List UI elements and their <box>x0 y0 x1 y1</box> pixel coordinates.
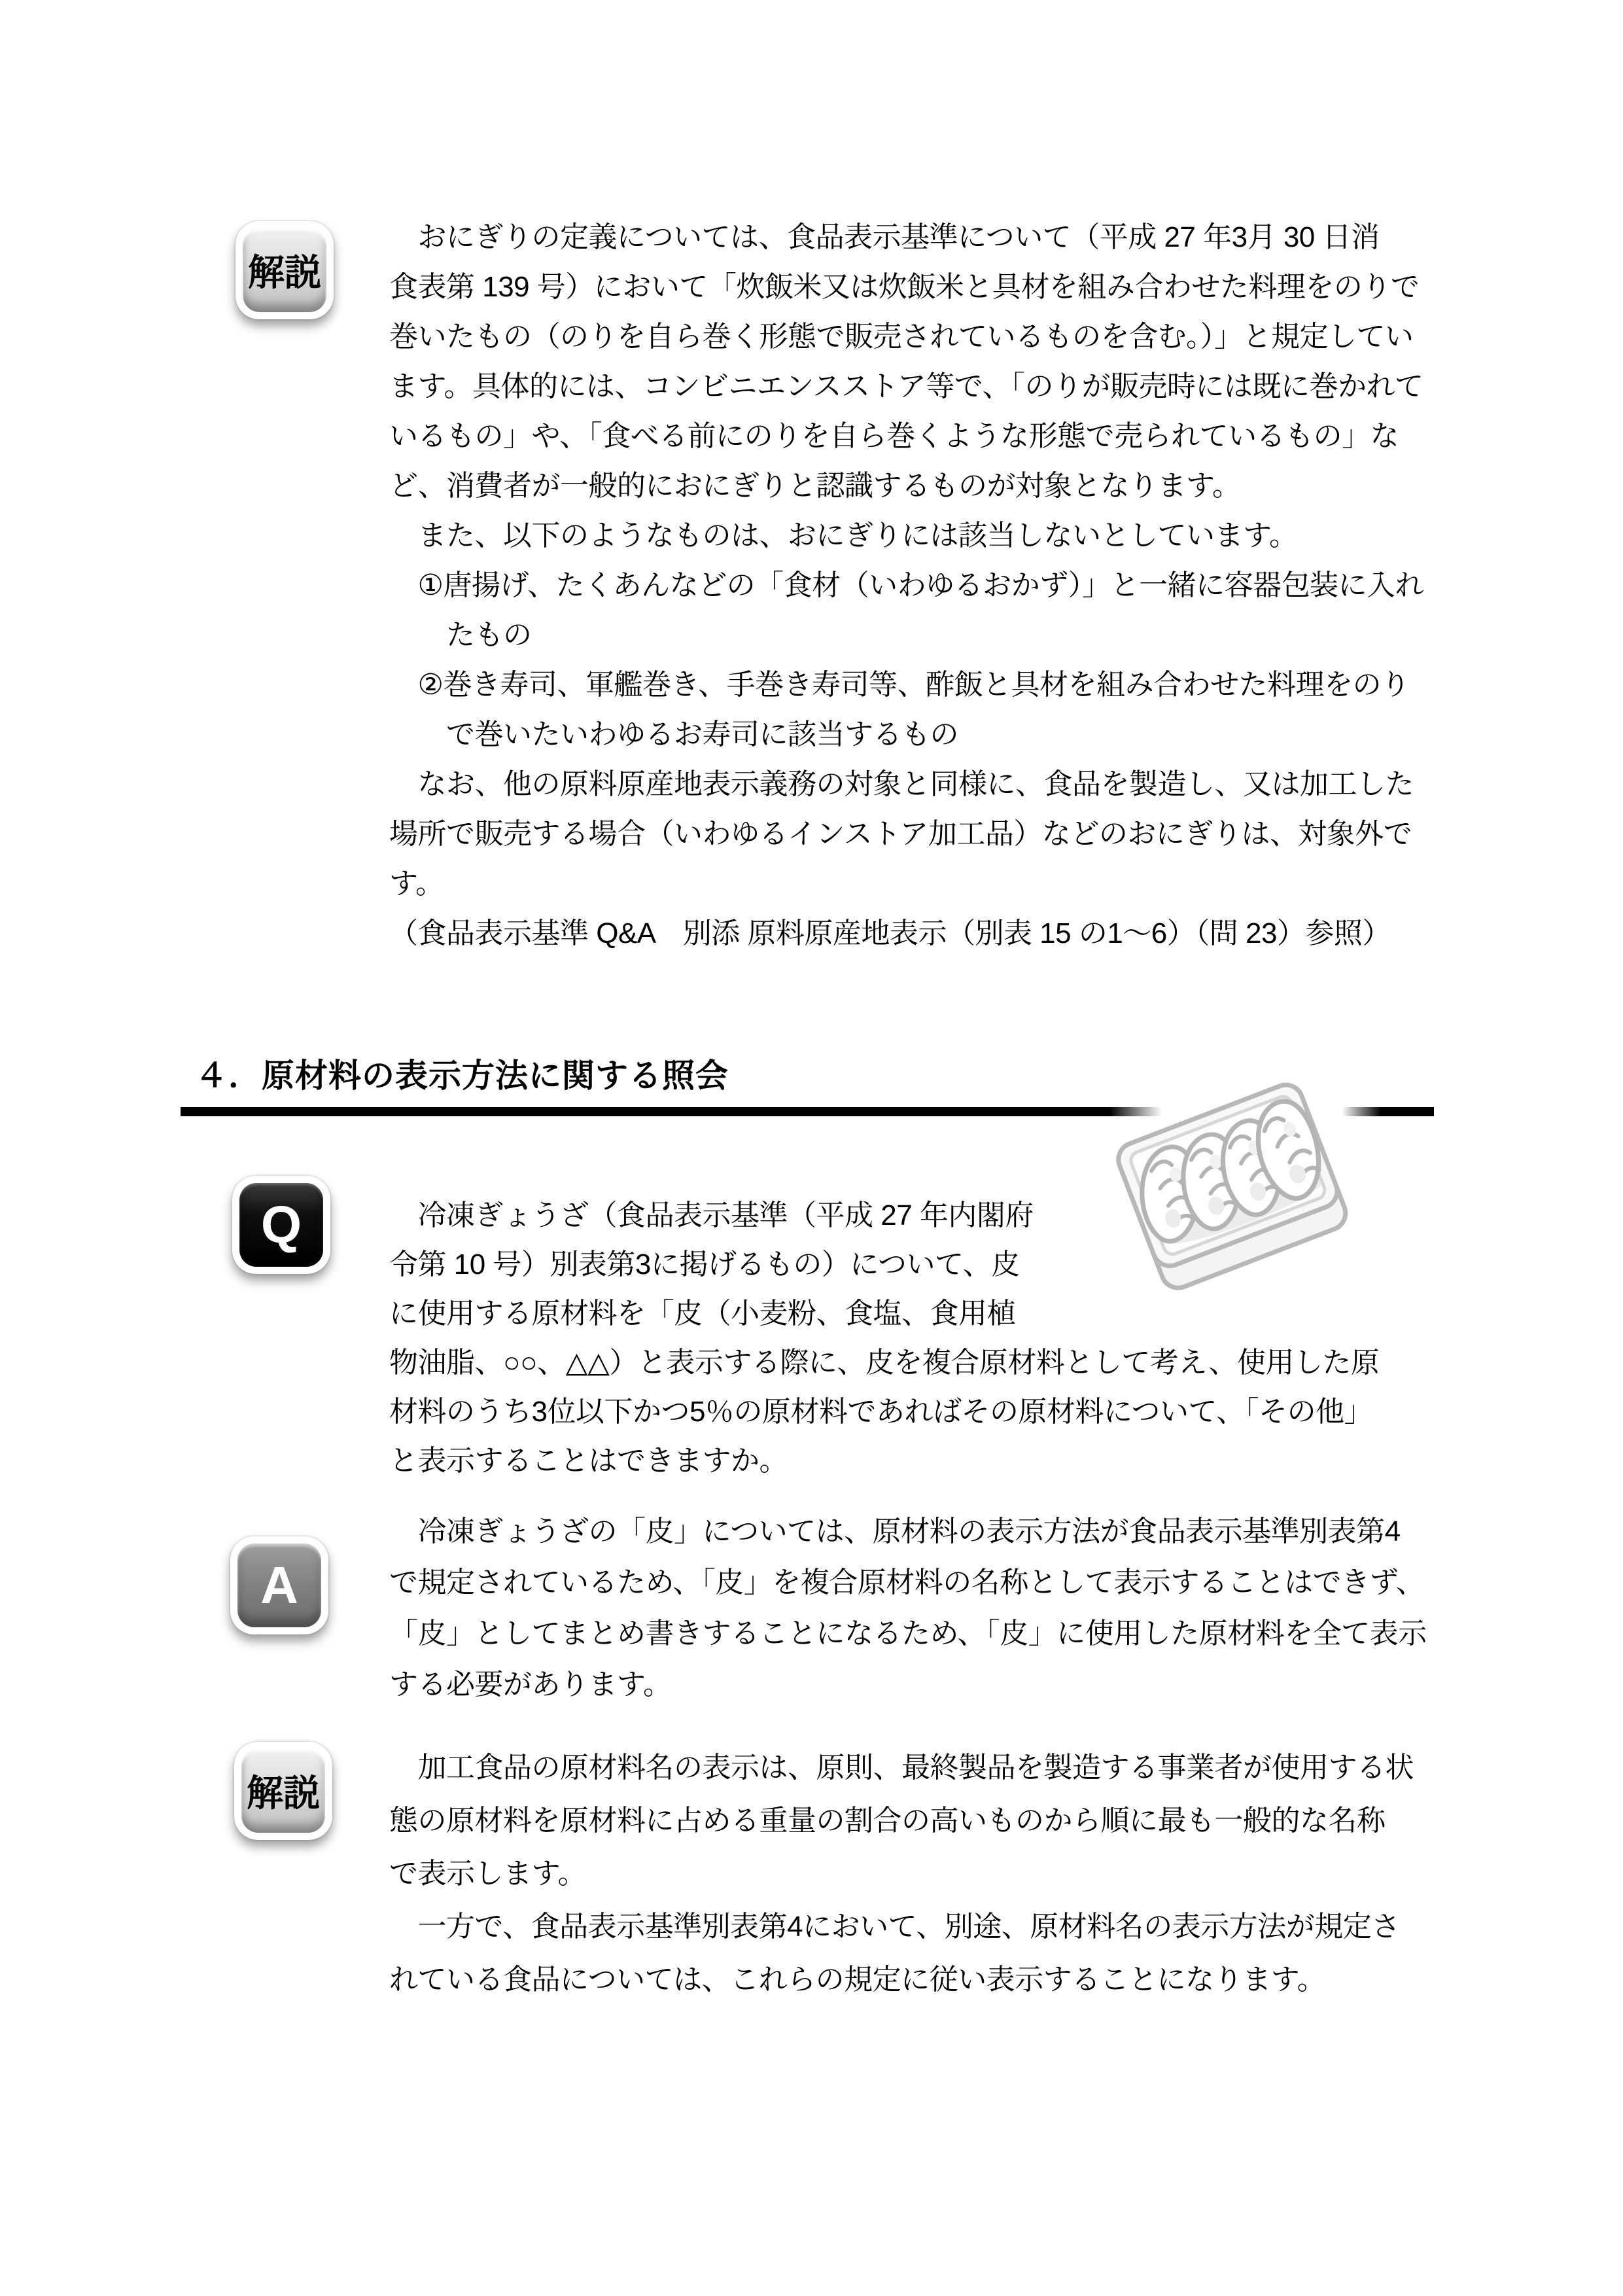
answer-block <box>389 1506 1442 1710</box>
text-line: おにぎりの定義については、食品表示基準について（平成 27 年3月 30 日消 <box>389 221 1380 253</box>
text-line: に使用する原材料を「皮（小麦粉、食塩、食用植 <box>389 1298 1015 1330</box>
text-line: 物油脂、○○、△△）と表示する際に、皮を複合原材料として考え、使用した原 <box>389 1347 1380 1379</box>
text-line: 態の原材料を原材料に占める重量の割合の高いものから順に最も一般的な名称 <box>389 1805 1386 1837</box>
text-line: 巻いたもの（のりを自ら巻く形態で販売されているものを含む。）」と規定してい <box>389 321 1414 353</box>
text-line: する必要があります。 <box>389 1669 672 1701</box>
explanation-block-2 <box>389 1741 1442 2006</box>
text-line: （食品表示基準 Q&A 別添 原料原産地表示（別表 15 の1～6）（問 23）参照） <box>389 917 1391 949</box>
question-block <box>389 1191 1442 1485</box>
kaisetsu-badge-label: 解説 <box>241 1749 325 1833</box>
kaisetsu-badge <box>234 1742 332 1840</box>
text-line: 冷凍ぎょうざの「皮」については、原材料の表示方法が食品表示基準別表第4 <box>389 1515 1401 1547</box>
text-line: 食表第 139 号）において「炊飯米又は炊飯米と具材を組み合わせた料理をのりで <box>389 271 1420 303</box>
text-line: れている食品については、これらの規定に従い表示することになります。 <box>389 1964 1326 1996</box>
text-line: で表示します。 <box>389 1858 586 1890</box>
kaisetsu-badge <box>236 221 334 319</box>
text-line: いるもの」や、「食べる前にのりを自ら巻くような形態で売られているもの」な <box>389 420 1399 452</box>
text-line: たもの <box>389 619 532 651</box>
text-line: ます。具体的には、コンビニエンスストア等で、「のりが販売時には既に巻かれて <box>389 370 1423 402</box>
text-line: 加工食品の原材料名の表示は、原則、最終製品を製造する事業者が使用する状 <box>389 1752 1414 1784</box>
question-badge-label: Q <box>239 1183 323 1267</box>
text-line: 材料のうち3位以下かつ5％の原材料であればその原材料について、「その他」 <box>389 1396 1373 1428</box>
text-line: と表示することはできますか。 <box>389 1445 788 1477</box>
answer-badge <box>230 1536 328 1634</box>
text-line: なお、他の原料原産地表示義務の対象と同様に、食品を製造し、又は加工した <box>389 768 1414 800</box>
text-line: 一方で、食品表示基準別表第4において、別途、原材料名の表示方法が規定さ <box>389 1911 1400 1943</box>
text-line: 場所で販売する場合（いわゆるインストア加工品）などのおにぎりは、対象外で <box>389 818 1412 850</box>
text-line: ②巻き寿司、軍艦巻き、手巻き寿司等、酢飯と具材を組み合わせた料理をのり <box>389 669 1410 701</box>
text-line: で巻いたいわゆるお寿司に該当するもの <box>389 718 958 751</box>
text-line: 令第 10 号）別表第3に掲げるもの）について、皮 <box>389 1248 1020 1280</box>
text-line: ①唐揚げ、たくあんなどの「食材（いわゆるおかず）」と一緒に容器包装に入れ <box>389 569 1424 601</box>
text-line: ど、消費者が一般的におにぎりと認識するものが対象となります。 <box>389 470 1241 502</box>
text-line: で規定されているため、「皮」を複合原材料の名称として表示することはできず、 <box>389 1566 1425 1598</box>
text-line: また、以下のようなものは、おにぎりには該当しないとしています。 <box>389 520 1298 552</box>
explanation-block-1 <box>389 213 1442 959</box>
question-badge <box>232 1176 330 1274</box>
text-line: 「皮」としてまとめ書きすることになるため、「皮」に使用した原材料を全て表示 <box>389 1617 1427 1650</box>
section-heading: ４．原材料の表示方法に関する照会 <box>195 1057 729 1094</box>
text-line: す。 <box>389 868 444 900</box>
text-line: 冷凍ぎょうざ（食品表示基準（平成 27 年内閣府 <box>389 1199 1034 1231</box>
kaisetsu-badge-label: 解説 <box>243 228 326 312</box>
answer-badge-label: A <box>237 1544 321 1627</box>
